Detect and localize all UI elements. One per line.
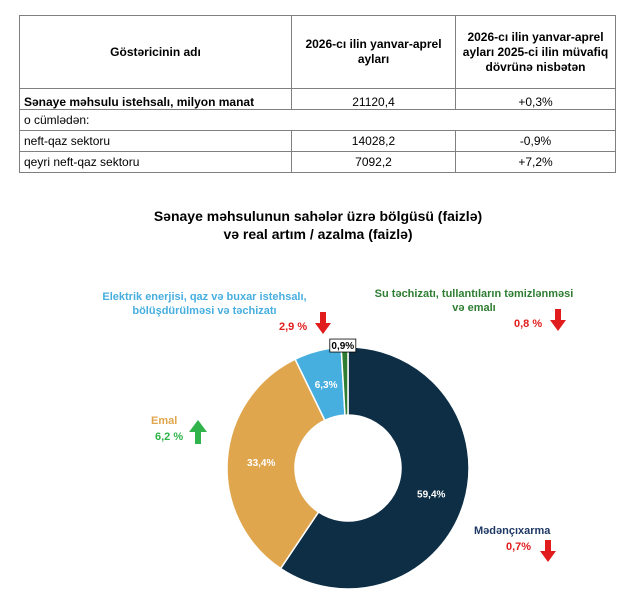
growth-electricity: 2,9 % [279, 321, 308, 333]
growth-manufacturing: 6,2 % [155, 431, 184, 443]
label-mining: Mədənçıxarma [474, 525, 551, 537]
row-change: -0,9% [456, 131, 616, 152]
header-indicator: Göstəricinin adı [20, 16, 292, 89]
header-comparison: 2026-cı ilin yanvar-aprel ayları 2025-ci ilin müvafiq dövrünə nisbətən [456, 16, 616, 89]
row-change: +7,2% [456, 152, 616, 173]
row-name: o cümlədən: [20, 110, 616, 131]
slice-label: 0,9% [331, 341, 355, 353]
arrow-down-icon [550, 309, 566, 331]
row-value: 14028,2 [292, 131, 456, 152]
label-water: Su təchizatı, tullantıların təmizlənməsi və emalı [374, 288, 574, 314]
slice-label: 33,4% [247, 457, 276, 469]
chart-title-line: Sənaye məhsulunun sahələr üzrə bölgüsü (faizlə) [153, 208, 483, 224]
growth-mining: 0,7% [506, 541, 532, 553]
row-value: 21120,4 [292, 89, 456, 110]
label-electricity: Elektrik enerjisi, qaz və buxar istehsalı, bölüşdürülməsi və təchizatı [102, 291, 307, 317]
arrow-down-icon [540, 540, 556, 562]
row-change: +0,3% [456, 89, 616, 110]
row-name: qeyri neft-qaz sektoru [20, 152, 292, 173]
chart-subtitle-line: və real artım / azalma (faizlə) [223, 226, 413, 242]
row-value: 7092,2 [292, 152, 456, 173]
slice-label: 59,4% [417, 489, 446, 501]
header-period: 2026-cı ilin yanvar-aprel ayları [292, 16, 456, 89]
slice-label: 6,3% [314, 379, 338, 391]
arrow-down-icon [315, 312, 331, 334]
row-name: Sənaye məhsulu istehsalı, milyon manat [20, 89, 292, 110]
growth-water: 0,8 % [514, 318, 543, 330]
label-manufacturing: Emal [151, 415, 178, 427]
arrow-up-icon [189, 420, 207, 444]
row-name: neft-qaz sektoru [20, 131, 292, 152]
